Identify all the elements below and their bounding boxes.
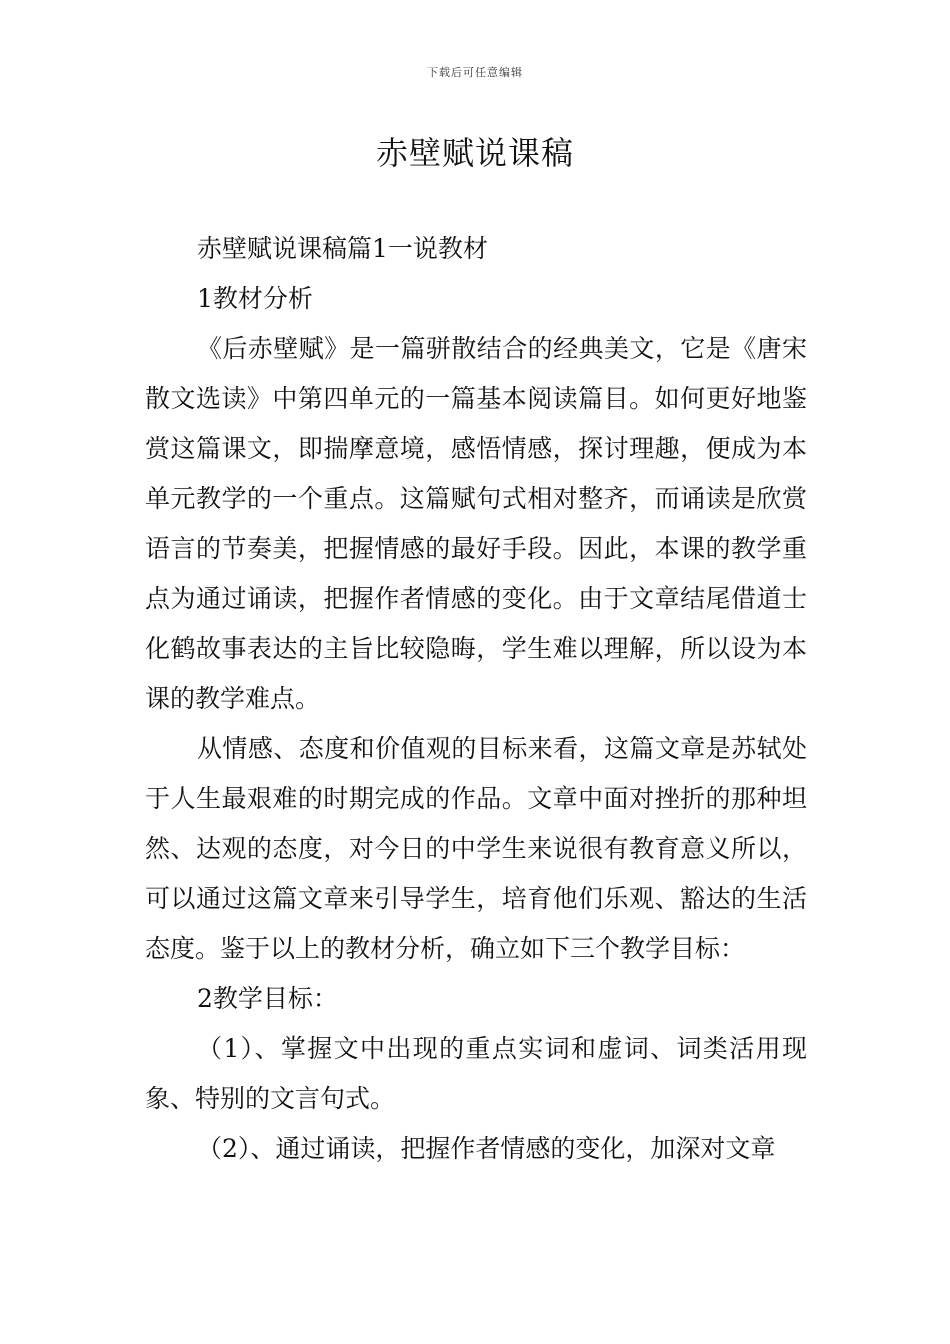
header-note: 下载后可任意编辑 [427,66,523,79]
subsection-heading: 1教材分析 [197,284,313,313]
section-heading: 赤壁赋说课稿篇1一说教材 [197,234,488,263]
document-title: 赤壁赋说课稿 [375,134,574,172]
document-body [145,224,807,1174]
subsection-heading: 2教学目标： [197,984,338,1013]
list-item: （2）、通过诵读，把握作者情感的变化，加深对文章 [197,1134,776,1163]
body-paragraph: 《后赤壁赋》是一篇骈散结合的经典美文，它是《唐宋散文选读》中第四单元的一篇基本阅读篇目。如何更好地鉴赏这篇课文，即揣摩意境，感悟情感，探讨理趣，便成为本单元教学的一个重点。这篇赋句式相对整齐，而诵读是欣赏语言的节奏美，把握情感的最好手段。因此，本课的教学重点为通过诵读，把握作者情感的变化。由于文章结尾借道士化鹤故事表达的主旨比较隐晦，学生难以理解，所以设为本课的教学难点。 [145,334,807,713]
list-item: （1）、掌握文中出现的重点实词和虚词、词类活用现象、特别的文言句式。 [145,1034,807,1113]
body-paragraph: 从情感、态度和价值观的目标来看，这篇文章是苏轼处于人生最艰难的时期完成的作品。文章中面对挫折的那种坦然、达观的态度，对今日的中学生来说很有教育意义所以，可以通过这篇文章来引导学生，培育他们乐观、豁达的生活态度。鉴于以上的教材分析，确立如下三个教学目标： [145,734,807,963]
